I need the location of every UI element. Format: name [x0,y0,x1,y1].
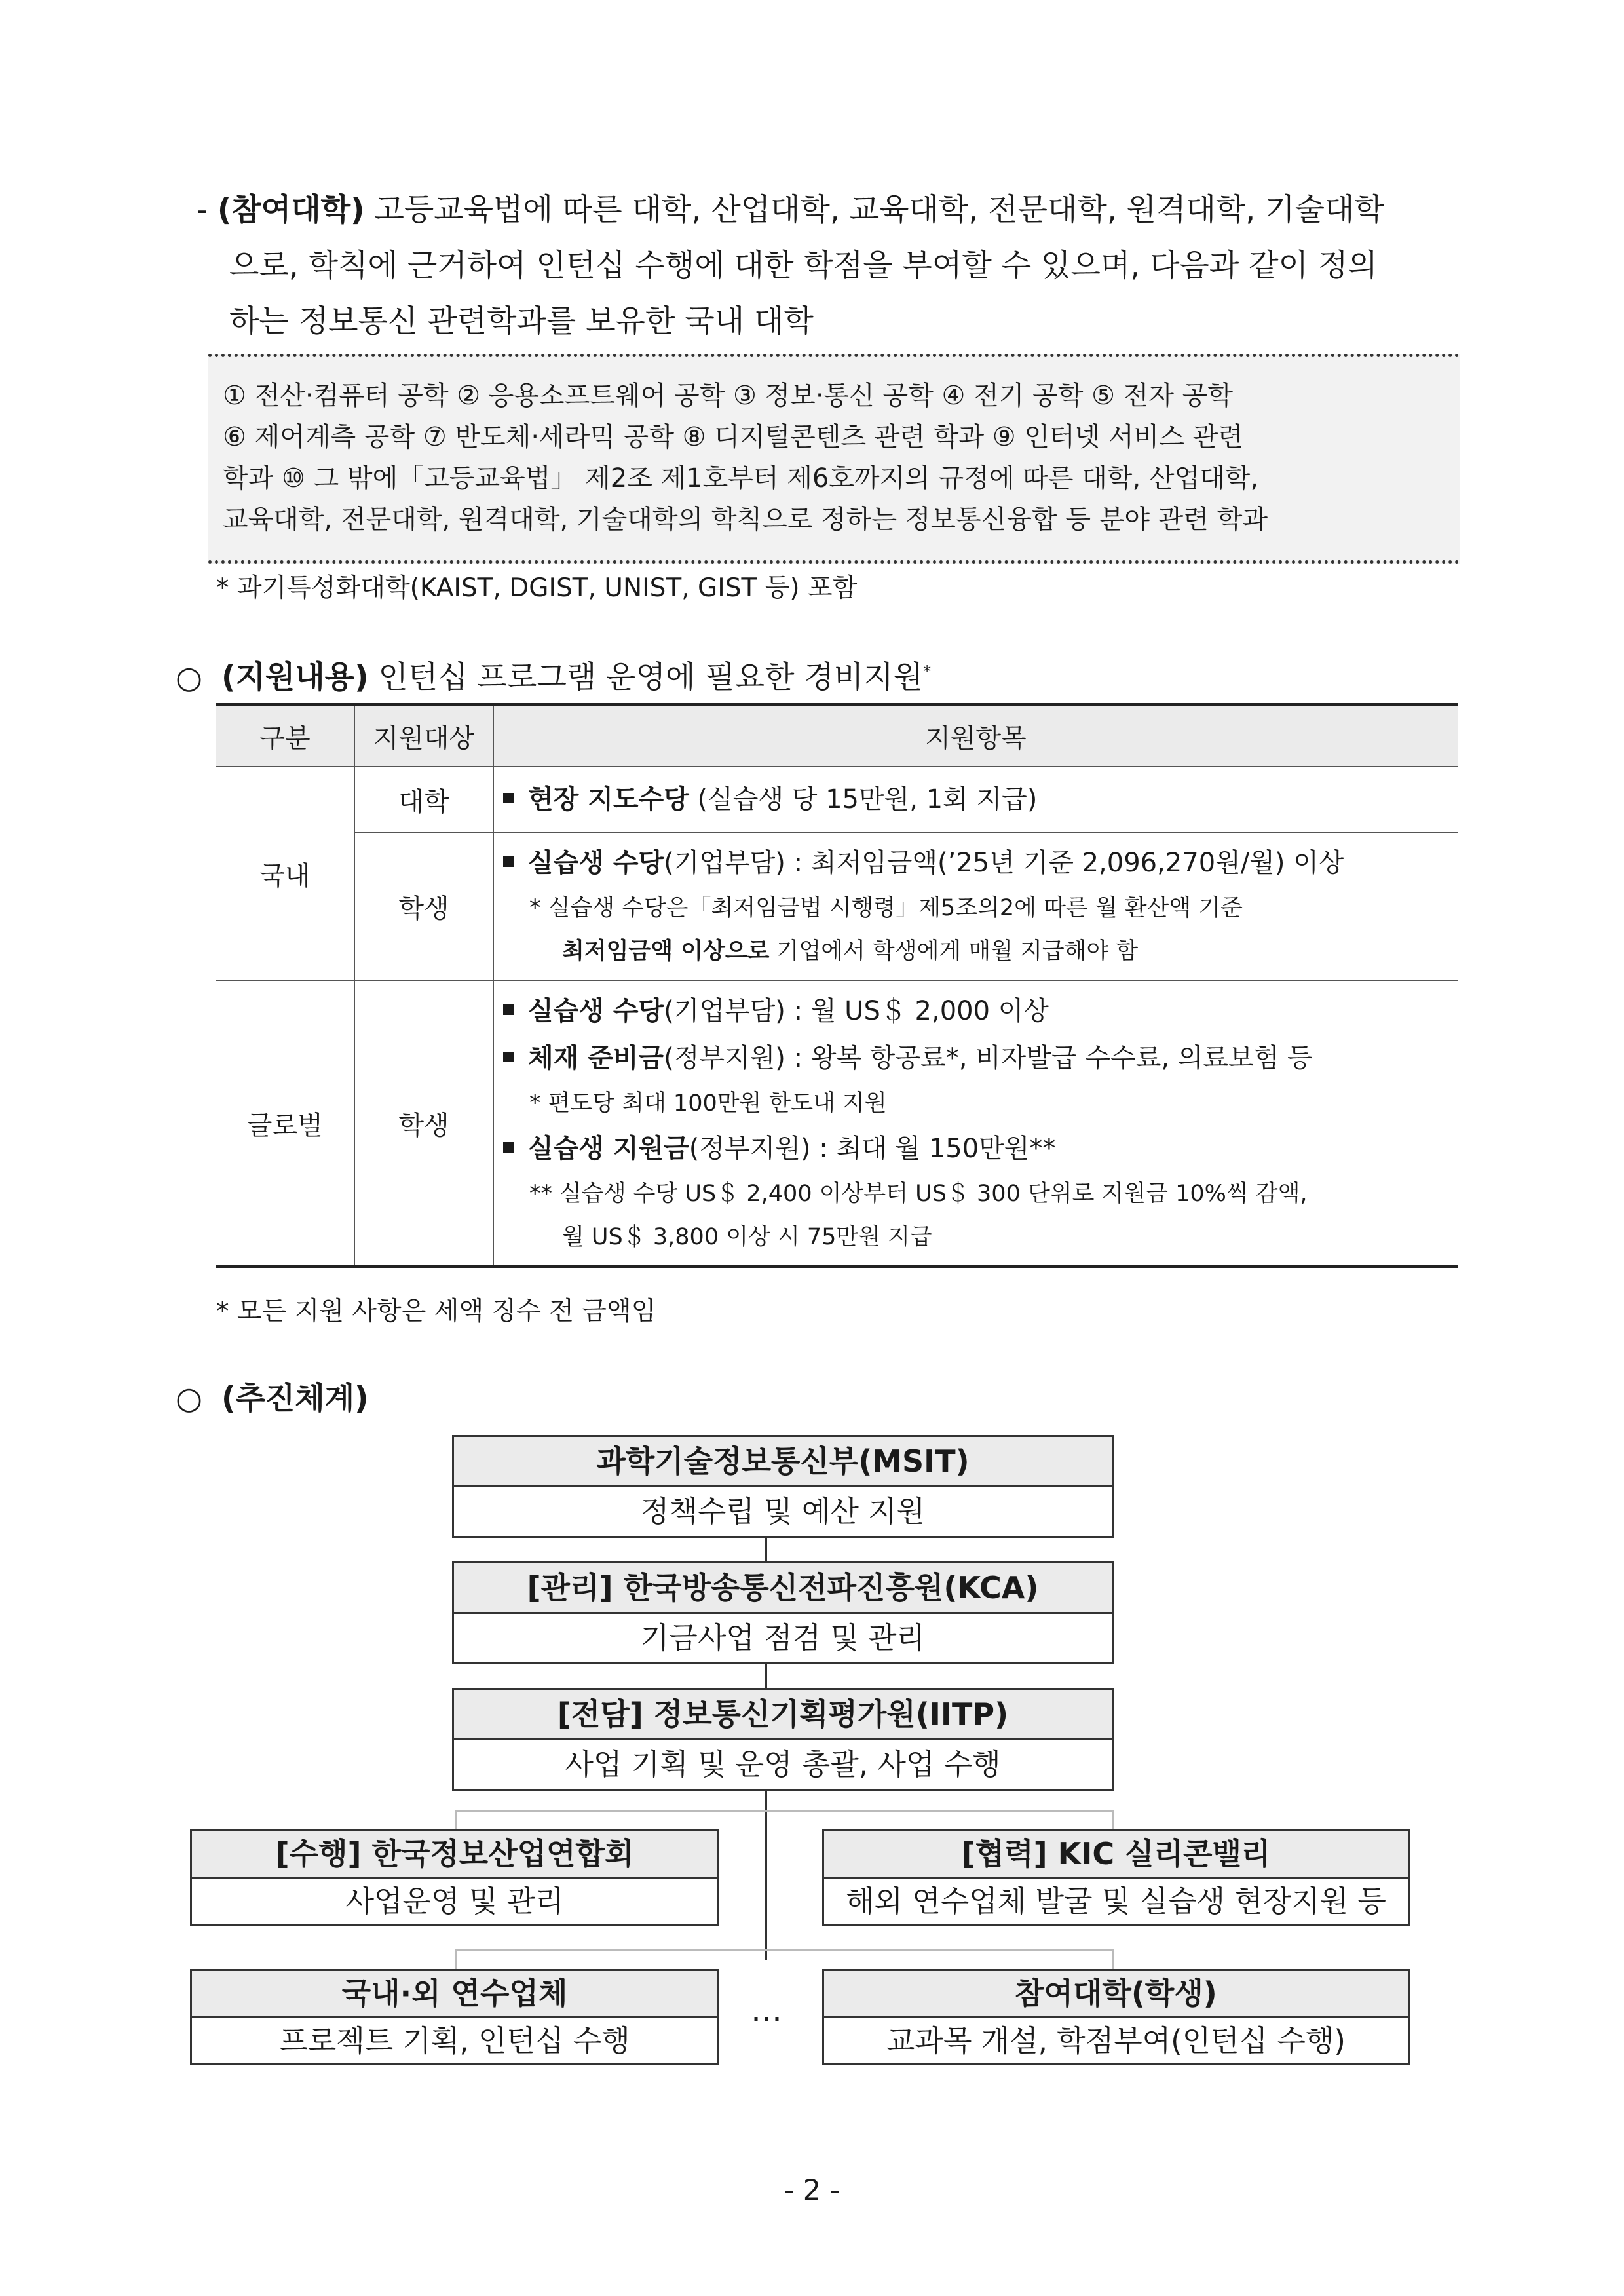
bullet-circle: ○ [176,1381,203,1417]
org-box-msit [452,1435,1114,1538]
org-box-kca [452,1561,1114,1664]
support-table [216,703,1458,1268]
dept-line-1: ① 전산·컴퓨터 공학 ② 응용소프트웨어 공학 ③ 정보·통신 공학 ④ 전기 공학 ⑤ 전자 공학 [223,381,1233,411]
items-domestic-student: 실습생 수당(기업부담) : 최저임금액(’25년 기준 2,096,270원/월) 이상 * 실습생 수당은「최저임금법 시행령」제5조의2에 따른 월 환산액 기준 최저임금액 이상으로 기업에서 학생에게 매월 지급해야 함 [493,832,1458,980]
target-student-global: 학생 [354,980,493,1267]
table-row [216,767,1458,832]
org-box-fkii [190,1829,719,1926]
department-definition-box [208,354,1460,564]
table-header-row [216,704,1458,767]
table-footnote: * 모든 지원 사항은 세액 징수 전 금액임 [216,1297,656,1326]
org-section-label: (추진체계) [221,1381,369,1417]
special-university-note: * 과기특성화대학(KAIST, DGIST, UNIST, GIST 등) 포함 [216,573,858,603]
dept-line-3: 학과 ⑩ 그 밖에「고등교육법」 제2조 제1호부터 제6호까지의 규정에 따른 대학, 산업대학, [223,463,1259,493]
page-number: - 2 - [784,2174,840,2207]
intro-line-3: 하는 정보통신 관련학과를 보유한 국내 대학 [229,303,814,339]
table-row [216,832,1458,980]
org-kic-desc: 해외 연수업체 발굴 및 실습생 현장지원 등 [846,1884,1386,1919]
connector-line [765,1664,767,1688]
intro-label: (참여대학) [217,192,365,228]
org-fkii-desc: 사업운영 및 관리 [345,1884,564,1919]
dept-line-2: ⑥ 제어계측 공학 ⑦ 반도체·세라믹 공학 ⑧ 디지털콘텐츠 관련 학과 ⑨ 인터넷 서비스 관련 [223,422,1243,452]
connector-line [455,1949,457,1969]
support-section-heading: ○ (지원내용) 인턴십 프로그램 운영에 필요한 경비지원* [176,649,931,701]
support-section-label: (지원내용) [221,659,369,696]
square-bullet-icon [503,1052,514,1062]
table-row [216,980,1458,1267]
org-iitp-title: [전담] 정보통신기획평가원(IITP) [454,1690,1112,1740]
org-university-title: 참여대학(학생) [824,1971,1408,2018]
connector-line [1112,1810,1114,1829]
connector-line [765,1791,767,1960]
org-msit-title: 과학기술정보통신부(MSIT) [454,1437,1112,1487]
org-kic-title: [협력] KIC 실리콘밸리 [824,1831,1408,1879]
square-bullet-icon [503,1142,514,1153]
org-msit-desc: 정책수립 및 예산 지원 [640,1494,926,1529]
org-kca-desc: 기금사업 점검 및 관리 [640,1620,926,1655]
category-domestic: 국내 [216,767,354,980]
connector-line [1112,1949,1114,1969]
org-iitp-desc: 사업 기획 및 운영 총괄, 사업 수행 [565,1747,1001,1782]
org-section-heading [176,1376,369,1422]
category-global: 글로벌 [216,980,354,1267]
connector-line [765,1538,767,1561]
org-box-iitp [452,1688,1114,1791]
org-box-university [822,1969,1410,2065]
connector-line [455,1810,1114,1812]
bullet-circle: ○ [176,659,203,696]
items-global-student: 실습생 수당(기업부담) : 월 US＄ 2,000 이상 체재 준비금(정부지원) : 왕복 항공료*, 비자발급 수수료, 의료보험 등 * 편도당 최대 100만원 한도내 지원 실습생 지원금(정부지원) : 최대 월 150만원** ** 실습생 수당 US＄ 2,400 이상부터 US＄ 300 단위로 지원금 10%씩 감액, 월 US＄ 3,800 이상 시 75만원 지급 [493,980,1458,1267]
target-university: 대학 [354,767,493,832]
org-kca-title: [관리] 한국방송통신전파진흥원(KCA) [454,1563,1112,1614]
org-box-company [190,1969,719,2065]
org-university-desc: 교과목 개설, 학점부여(인턴십 수행) [886,2023,1346,2058]
connector-line [455,1949,1114,1951]
header-category: 구분 [216,704,354,767]
intro-line-1: - (참여대학) 고등교육법에 따른 대학, 산업대학, 교육대학, 전문대학, 원격대학, 기술대학 [197,192,1384,228]
org-company-title: 국내·외 연수업체 [192,1971,717,2018]
dept-line-4: 교육대학, 전문대학, 원격대학, 기술대학의 학칙으로 정하는 정보통신융합 등 분야 관련 학과 [223,505,1268,535]
org-box-kic [822,1829,1410,1926]
square-bullet-icon [503,1004,514,1015]
org-ellipsis: … [751,1992,782,2029]
intro-line-2: 으로, 학칙에 근거하여 인턴십 수행에 대한 학점을 부여할 수 있으며, 다음과 같이 정의 [229,248,1378,284]
target-student-domestic: 학생 [354,832,493,980]
connector-line [455,1810,457,1829]
org-fkii-title: [수행] 한국정보산업연합회 [192,1831,717,1879]
org-company-desc: 프로젝트 기획, 인턴십 수행 [279,2023,630,2058]
square-bullet-icon [503,856,514,867]
intro-paragraph [197,182,1467,349]
header-target: 지원대상 [354,704,493,767]
items-domestic-university: 현장 지도수당 (실습생 당 15만원, 1회 지급) [493,767,1458,832]
header-items: 지원항목 [493,704,1458,767]
square-bullet-icon [503,793,514,803]
